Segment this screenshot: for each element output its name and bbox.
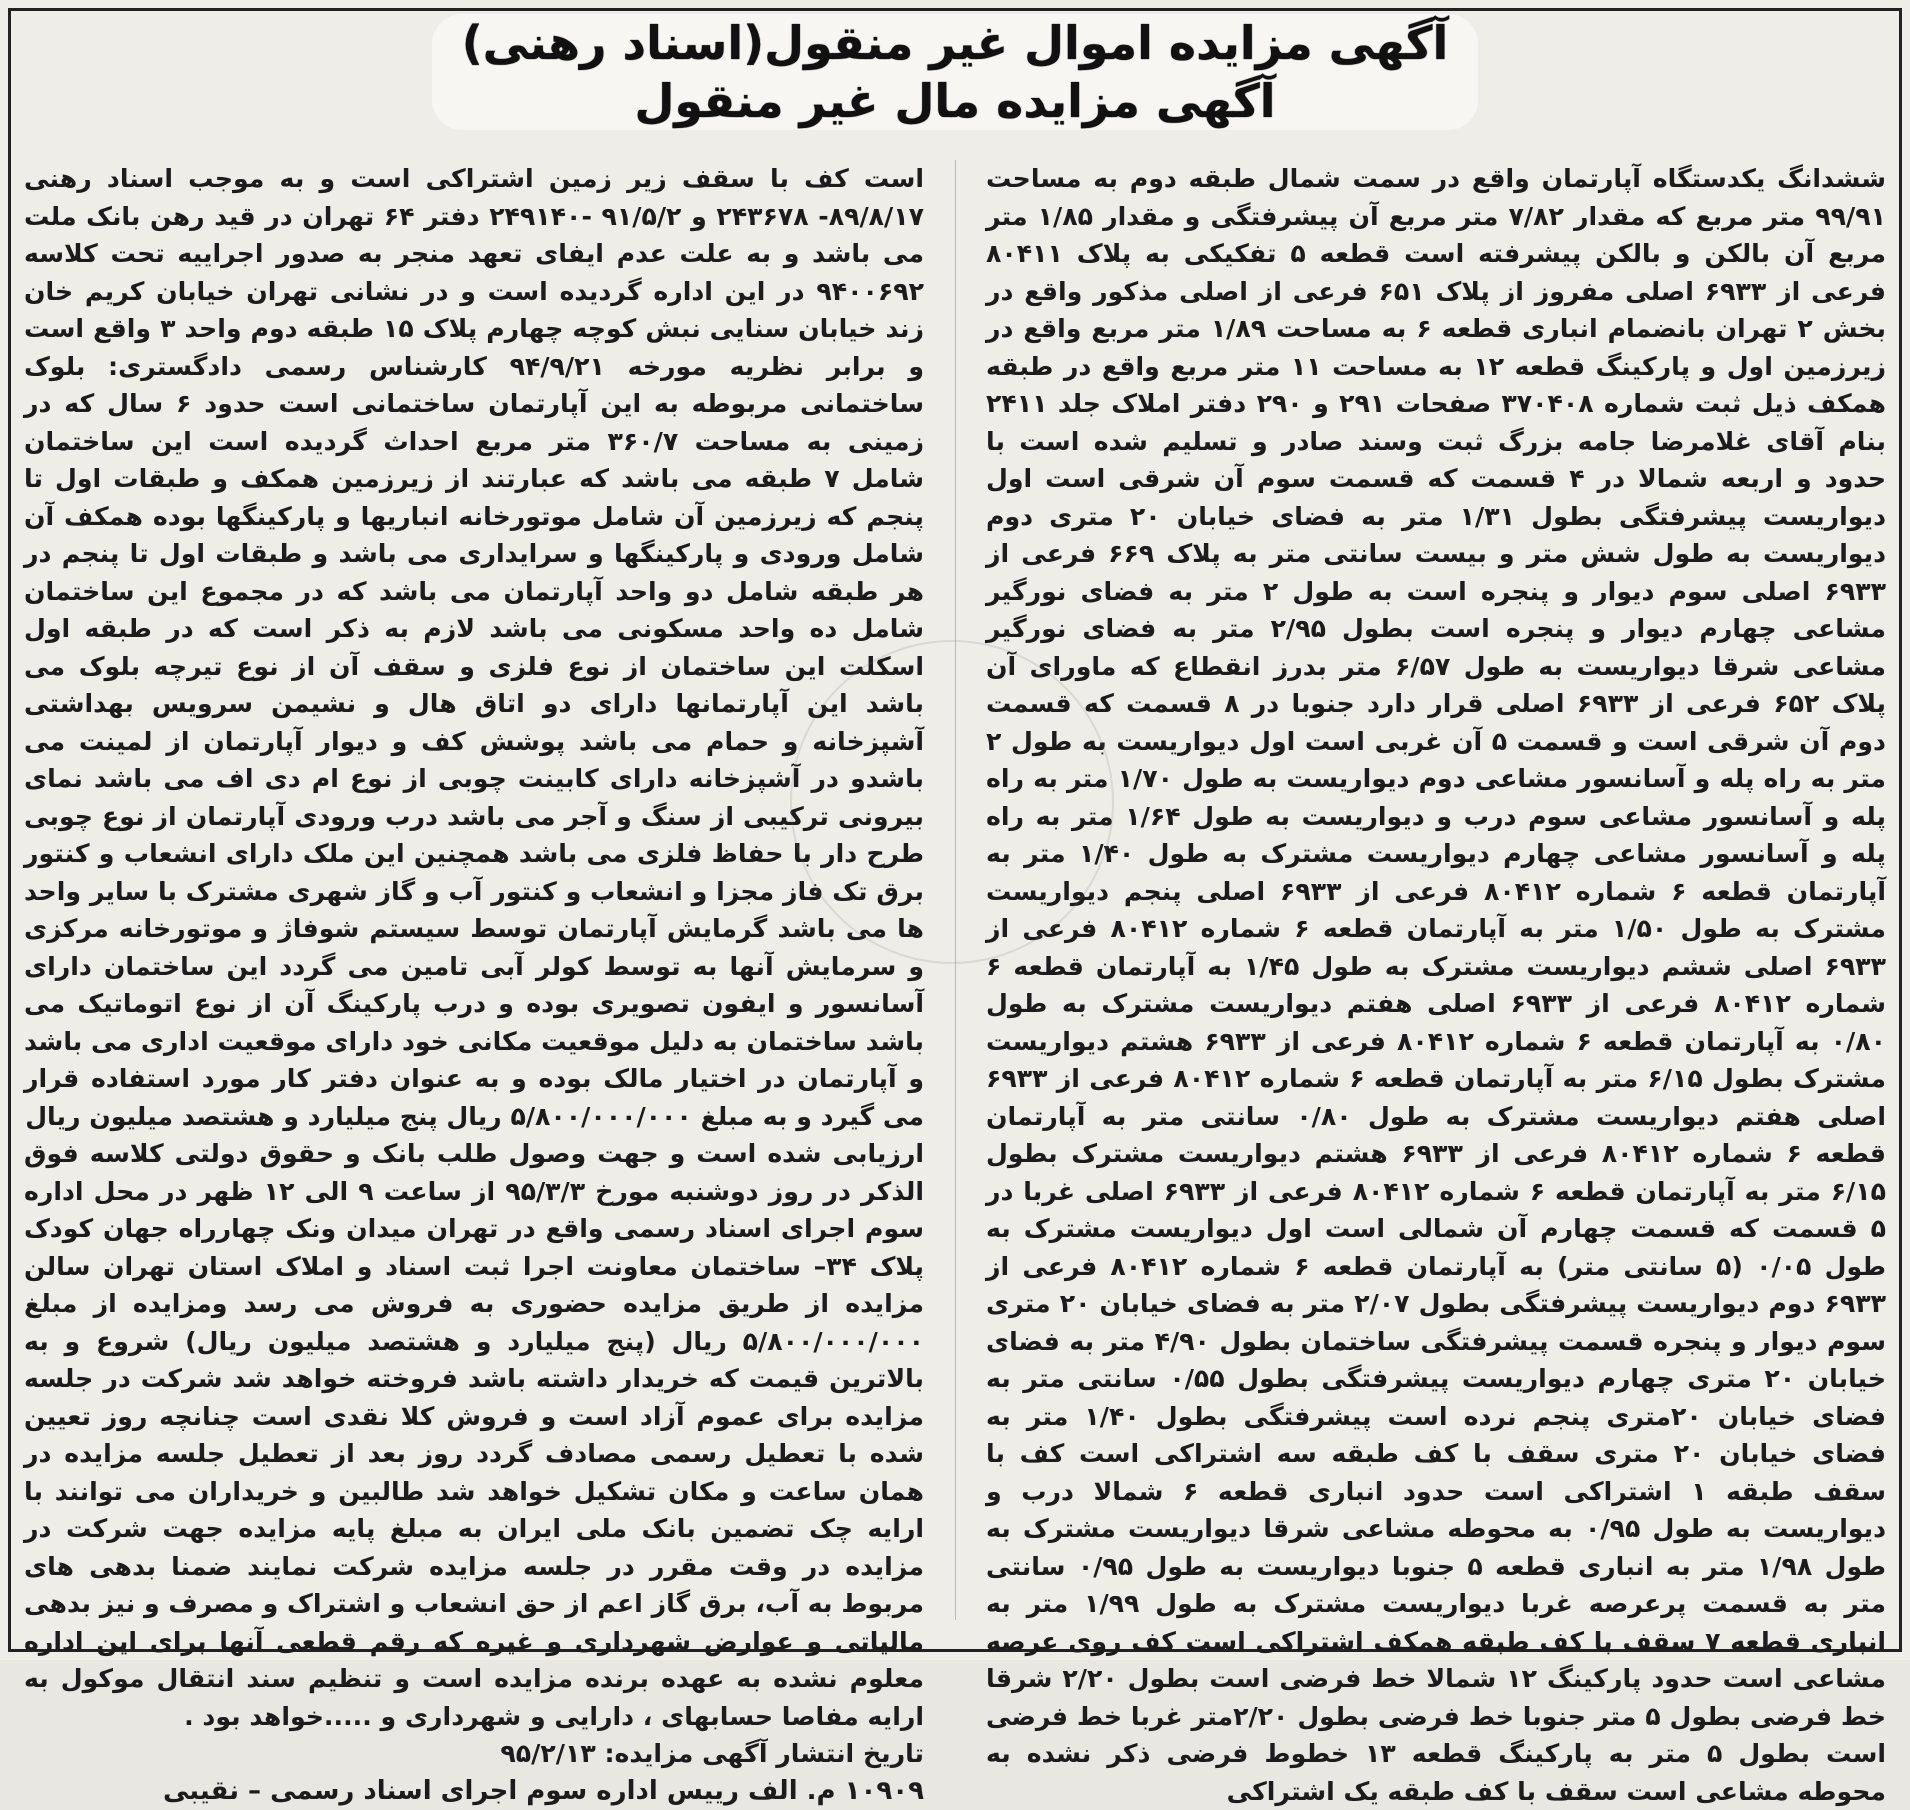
signature-line: ۱۰۹۰۹ م. الف رییس اداره سوم اجرای اسناد رسمی – نقیبی: [24, 1773, 924, 1810]
auction-terms-text: ارزیابی شده است و جهت وصول طلب بانک و حقوق دولتی کلاسه فوق الذکر در روز دوشنبه مورخ ۹۵/۳/۳ از ساعت ۹ الی ۱۲ ظهر در محل اداره سوم اجرای اسناد رسمی واقع در تهران میدان ونک چهارراه جهان کودک پلاک ۳۴– ساختمان معاونت اجرا ثبت اسناد و املاک استان تهران سالن مزایده از طریق مزایده حضوری به فروش می رسد ومزایده از مبلغ ۵/۸۰۰/۰۰۰/۰۰۰ ریال (پنج میلیارد و هشتصد میلیون ریال) شروع و به بالاترین قیمت که خریدار داشته باشد فروخته خواهد شد شرکت در جلسه مزایده برای عموم آزاد است و فروش کلا نقدی است چنانچه روز تعیین شده با تعطیل رسمی مصادف گردد روز بعد از تعطیل جلسه مزایده در همان ساعت و مکان تشکیل خواهد شد طالبین و خریداران می توانند با ارایه چک تضمین بانک ملی ایران به مبلغ پایه مزایده جهت شرکت در مزایده در وقت مقرر در جلسه مزایده شرکت نمایند ضمنا بدهی های مربوط به آب، برق گاز اعم از حق انشعاب و اشتراک و مصرف و نیز بدهی مالیاتی و عوارض شهرداری و غیره که رقم قطعی آنها برای این اداره معلوم نشده به عهده برنده مزایده است و تنظیم سند انتقال موکول به ارایه مفاصا حسابهای ، دارایی و شهرداری و .....خواهد بود .: [24, 1135, 924, 1735]
mortgage-and-appraisal-text: است کف با سقف زیر زمین اشتراکی است و به موجب اسناد رهنی ۸۹/۸/۱۷- ۲۴۳۶۷۸ و ۹۱/۵/۲ -۲۴۹۱۴۰ دفتر ۶۴ تهران در قید رهن بانک ملت می باشد و به علت عدم ایفای تعهد منجر به صدور اجراییه تحت کلاسه ۹۴۰۰۶۹۲ در این اداره گردیده است و در نشانی تهران خیابان کریم خان زند خیابان سنایی نبش کوچه چهارم پلاک ۱۵ طبقه دوم واحد ۳ واقع است و برابر نظریه مورخه ۹۴/۹/۲۱ کارشناس رسمی دادگستری: بلوک ساختمانی مربوطه به این آپارتمان ساختمانی است حدود ۶ سال که در زمینی به مساحت ۳۶۰/۷ متر مربع احداث گردیده است این ساختمان شامل ۷ طبقه می باشد که عبارتند از زیرزمین همکف و طبقات اول تا پنجم که زیرزمین آن شامل موتورخانه انباریها و پارکینگها بوده همکف آن شامل ورودی و پارکینگها و سرایداری می باشد و طبقات اول تا پنجم در هر طبقه شامل دو واحد آپارتمان می باشد که در مجموع این ساختمان شامل ده واحد مسکونی می باشد لازم به ذکر است که در طبقه اول اسکلت این ساختمان از نوع فلزی و سقف آن از نوع تیرچه بلوک می باشد این آپارتمانها دارای دو اتاق هال و نشیمن سرویس بهداشتی آشپزخانه و حمام می باشد پوشش کف و دیوار آپارتمان از لمینت می باشدو در آشپزخانه دارای کابینت چوبی از نوع ام دی اف می باشد نمای بیرونی ترکیبی از سنگ و آجر می باشد درب ورودی آپارتمان از نوع چوبی طرح دار با حفاظ فلزی می باشد همچنین این ملک دارای انشعاب و کنتور برق تک فاز مجزا و انشعاب و کنتور آب و گاز شهری مشترک با سایر واحد ها می باشد گرمایش آپارتمان توسط سیستم شوفاژ و موتورخانه مرکزی و سرمایش آنها به توسط کولر آبی تامین می گردد این ساختمان دارای آسانسور و ایفون تصویری بوده و درب پارکینگ آن از نوع اتوماتیک می باشد ساختمان به دلیل موقعیت مکانی خود دارای موقعیت اداری می باشد و آپارتمان در اختیار مالک بوده و به عنوان دفتر کار مورد استفاده قرار می گیرد و به مبلغ ۵/۸۰۰/۰۰۰/۰۰۰ ریال پنج میلیارد و هشتصد میلیون ریال: [24, 160, 924, 1135]
left-column: [24, 160, 924, 1620]
title-box: [432, 14, 1478, 130]
sub-title: آگهی مزایده مال غیر منقول: [462, 72, 1448, 130]
announcement-header: [0, 14, 1910, 144]
column-divider: [955, 160, 956, 1620]
right-column: [986, 160, 1886, 1620]
property-description: ششدانگ یکدستگاه آپارتمان واقع در سمت شمال طبقه دوم به مساحت ۹۹/۹۱ متر مربع که مقدار ۷/۸۲ متر مربع آن پیشرفتگی و مقدار ۱/۸۵ متر مربع آن بالکن و بالکن پیشرفته است قطعه ۵ تفکیکی به پلاک ۸۰۴۱۱ فرعی از ۶۹۳۳ اصلی مفروز از پلاک ۶۵۱ فرعی از اصلی مذکور واقع در بخش ۲ تهران بانضمام انباری قطعه ۶ به مساحت ۱/۸۹ متر مربع واقع در زیرزمین اول و پارکینگ قطعه ۱۲ به مساحت ۱۱ متر مربع واقع در طبقه همکف ذیل ثبت شماره ۳۷۰۴۰۸ صفحات ۲۹۱ و ۲۹۰ دفتر املاک جلد ۲۴۱۱ بنام آقای غلامرضا جامه بزرگ ثبت وسند صادر و تسلیم شده است با حدود و اربعه شمالا در ۴ قسمت که قسمت سوم آن شرقی است اول دیواریست پیشرفتگی بطول ۱/۳۱ متر به فضای خیابان ۲۰ متری دوم دیواریست به طول شش متر و بیست سانتی متر به پلاک ۶۶۹ فرعی از ۶۹۳۳ اصلی سوم دیوار و پنجره است به طول ۲ متر به فضای نورگیر مشاعی چهارم دیوار و پنجره است بطول ۲/۹۵ متر به فضای نورگیر مشاعی شرقا دیواریست به طول ۶/۵۷ متر بدرز انقطاع که ماورای آن پلاک ۶۵۲ فرعی از ۶۹۳۳ اصلی قرار دارد جنوبا در ۸ قسمت که قسمت دوم آن شرقی است و قسمت ۵ آن غربی است اول دیواریست به طول ۲ متر به راه پله و آسانسور مشاعی دوم دیواریست به طول ۱/۷۰ متر به راه پله و آسانسور مشاعی سوم درب و دیواریست به طول ۱/۶۴ متر به راه پله و آسانسور مشاعی چهارم دیواریست مشترک به طول ۱/۴۰ متر به آپارتمان قطعه ۶ شماره ۸۰۴۱۲ فرعی از ۶۹۳۳ اصلی پنجم دیواریست مشترک به طول ۱/۵۰ متر به آپارتمان قطعه ۶ شماره ۸۰۴۱۲ فرعی از ۶۹۳۳ اصلی ششم دیواریست مشترک به طول ۱/۴۵ به آپارتمان قطعه ۶ شماره ۸۰۴۱۲ فرعی از ۶۹۳۳ اصلی هفتم دیواریست مشترک به طول ۰/۸۰ به آپارتمان قطعه ۶ شماره ۸۰۴۱۲ فرعی از ۶۹۳۳ هشتم دیواریست مشترک بطول ۶/۱۵ متر به آپارتمان قطعه ۶ شماره ۸۰۴۱۲ فرعی از ۶۹۳۳ اصلی هفتم دیواریست مشترک به طول ۰/۸۰ سانتی متر به آپارتمان قطعه ۶ شماره ۸۰۴۱۲ فرعی از ۶۹۳۳ هشتم دیواریست مشترک بطول ۶/۱۵ متر به آپارتمان قطعه ۶ شماره ۸۰۴۱۲ فرعی از ۶۹۳۳ اصلی غربا در ۵ قسمت که قسمت چهارم آن شمالی است اول دیواریست مشترک به طول ۰/۰۵ (۵ سانتی متر) به آپارتمان قطعه ۶ شماره ۸۰۴۱۲ فرعی از ۶۹۳۳ دوم دیواریست پیشرفتگی بطول ۲/۰۷ متر به فضای خیابان ۲۰ متری سوم دیوار و پنجره قسمت پیشرفتگی ساختمان بطول ۴/۹۰ متر به فضای خیابان ۲۰ متری چهارم دیواریست پیشرفتگی بطول ۰/۵۵ سانتی متر به فضای خیابان ۲۰متری پنجم نرده است پیشرفتگی بطول ۱/۴۰ متر به فضای خیابان ۲۰ متری سقف با کف طبقه سه اشتراکی است کف با سقف طبقه ۱ اشتراکی است حدود انباری قطعه ۶ شمالا درب و دیواریست به طول ۰/۹۵ به محوطه مشاعی شرقا دیواریست مشترک به طول ۱/۹۸ متر به انباری قطعه ۵ جنوبا دیواریست به طول ۰/۹۵ سانتی متر به قسمت پرعرصه غربا دیواریست مشترک به طول ۱/۹۹ متر به انباری قطعه ۷ سقف با کف طبقه همکف اشتراکی است کف روی عرصه مشاعی است حدود پارکینگ ۱۲ شمالا خط فرضی است بطول ۲/۲۰ شرقا خط فرضی بطول ۵ متر جنوبا خط فرضی بطول ۲/۲۰متر غربا خط فرضی است بطول ۵ متر به پارکینگ قطعه ۱۳ خطوط فرضی ذکر نشده به محوطه مشاعی است سقف با کف طبقه یک اشتراکی: [986, 160, 1886, 1810]
publication-date: تاریخ انتشار آگهی مزایده: ۹۵/۲/۱۳: [24, 1735, 924, 1773]
main-title: آگهی مزایده اموال غیر منقول(اسناد رهنی): [462, 14, 1448, 72]
